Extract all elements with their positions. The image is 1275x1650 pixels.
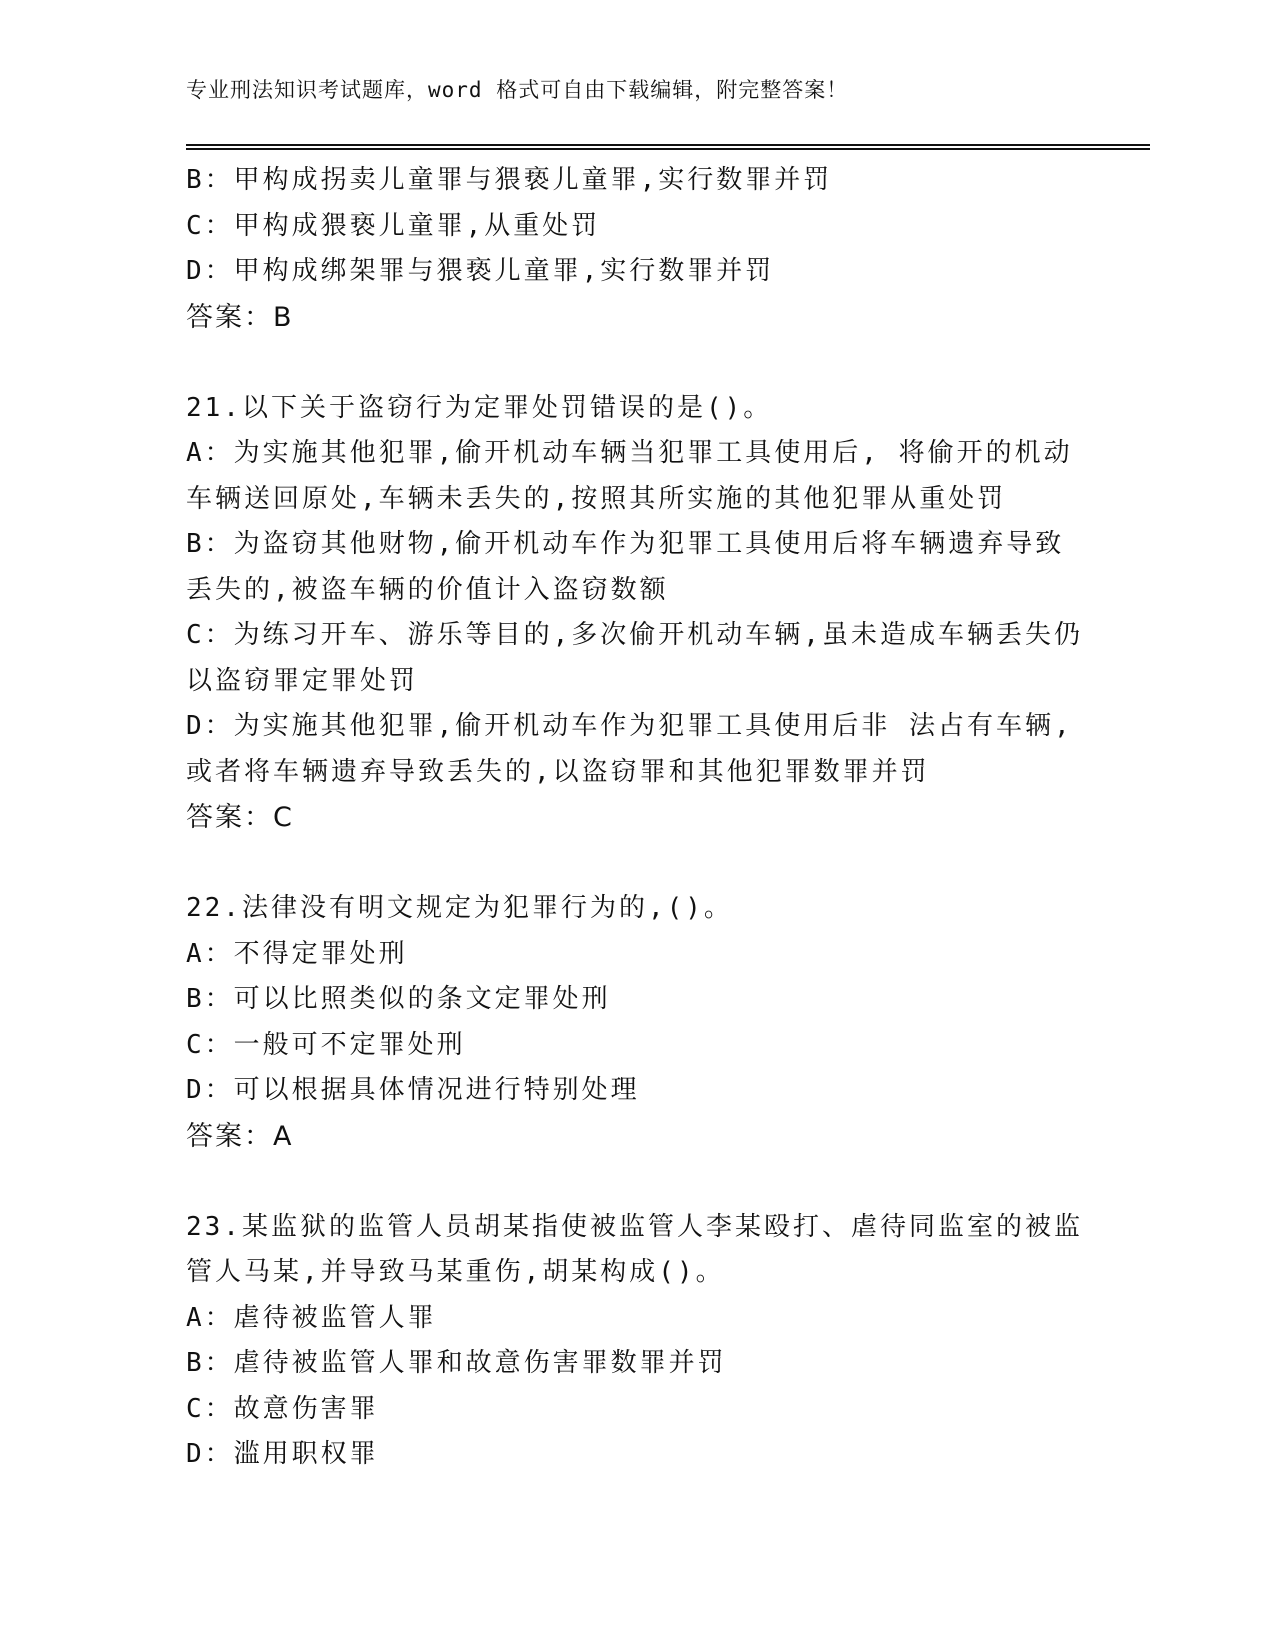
option-d-line-1: D：为实施其他犯罪,偷开机动车作为犯罪工具使用后非 法占有车辆, [186, 711, 1073, 741]
option-d: D：滥用职权罪 [186, 1439, 379, 1469]
option-a-line-1: A：为实施其他犯罪,偷开机动车辆当犯罪工具使用后, 将偷开的机动 [186, 438, 1073, 468]
option-b: B：甲构成拐卖儿童罪与猥亵儿童罪,实行数罪并罚 [186, 165, 833, 195]
option-c: C：故意伤害罪 [186, 1393, 379, 1424]
spacer [186, 340, 1086, 386]
header-divider [186, 144, 1150, 146]
option-c: C：甲构成猥亵儿童罪,从重处罚 [186, 210, 601, 241]
option-a-line-2: 车辆送回原处,车辆未丢失的,按照其所实施的其他犯罪从重处罚 [186, 483, 1007, 514]
question-stem-line-2: 管人马某,并导致马某重伤,胡某构成()。 [186, 1257, 725, 1287]
answer-line: 答案：A [186, 1120, 294, 1152]
question-21 [186, 386, 1086, 841]
option-a: A：虐待被监管人罪 [186, 1302, 437, 1333]
option-b-line-1: B：为盗窃其他财物,偷开机动车作为犯罪工具使用后将车辆遗弃导致 [186, 529, 1065, 559]
option-c: C：一般可不定罪处刑 [186, 1029, 466, 1060]
page-header-text: 专业刑法知识考试题库，word 格式可自由下载编辑，附完整答案！ [186, 78, 849, 102]
question-23 [186, 1205, 1086, 1478]
question-22 [186, 886, 1086, 1159]
option-b: B：虐待被监管人罪和故意伤害罪数罪并罚 [186, 1348, 727, 1378]
question-stem: 21.以下关于盗窃行为定罪处罚错误的是()。 [186, 392, 773, 423]
option-c-line-2: 以盗窃罪定罪处罚 [186, 665, 419, 696]
answer-line: 答案：B [186, 301, 294, 333]
question-stem: 22.法律没有明文规定为犯罪行为的,()。 [186, 893, 733, 923]
previous-question-tail [186, 158, 1086, 340]
spacer [186, 1159, 1086, 1205]
answer-line: 答案：C [186, 802, 294, 833]
spacer [186, 841, 1086, 887]
question-stem-line-1: 23.某监狱的监管人员胡某指使被监管人李某殴打、虐待同监室的被监 [186, 1211, 1083, 1242]
option-d: D：甲构成绑架罪与猥亵儿童罪,实行数罪并罚 [186, 256, 775, 286]
question-content [186, 158, 1086, 1478]
option-b: B：可以比照类似的条文定罪处刑 [186, 984, 611, 1014]
option-c-line-1: C：为练习开车、游乐等目的,多次偷开机动车辆,虽未造成车辆丢失仍 [186, 620, 1083, 650]
option-a: A：不得定罪处刑 [186, 938, 408, 969]
option-d-line-2: 或者将车辆遗弃导致丢失的,以盗窃罪和其他犯罪数罪并罚 [186, 756, 930, 787]
option-b-line-2: 丢失的,被盗车辆的价值计入盗窃数额 [186, 574, 669, 605]
option-d: D：可以根据具体情况进行特别处理 [186, 1075, 640, 1105]
